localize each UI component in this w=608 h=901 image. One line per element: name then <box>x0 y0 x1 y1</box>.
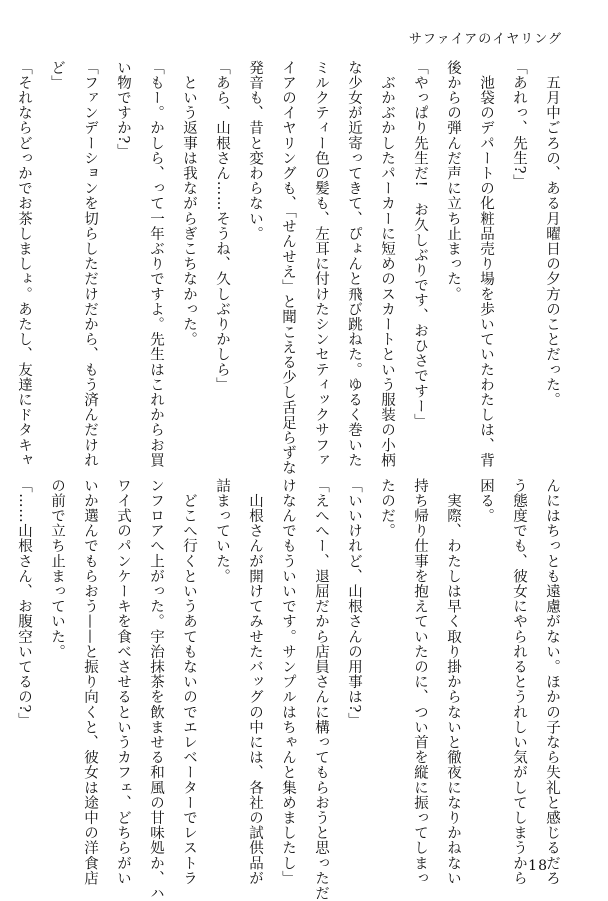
text-line: の前で立ち止まっていた。 <box>49 478 65 660</box>
text-line: な少女が近寄ってきて、ぴょんと飛び跳ねた。ゆるく巻いた <box>346 60 362 468</box>
text-line: 「もー。かしら、って一年ぶりですよ。先生はこれからお買 <box>148 60 164 468</box>
text-line: ンフロアへ上がった。宇治抹茶を飲ませる和風の甘味処か、ハ <box>148 478 164 901</box>
text-line: 「あら、山根さん……そうね、久しぶりかしら」 <box>214 60 230 393</box>
text-line: ど」 <box>49 60 65 91</box>
running-header: サファイアのイヤリング <box>408 32 562 47</box>
text-line: 発音も、昔と変わらない。 <box>247 60 263 242</box>
upper-text-block <box>0 60 568 476</box>
text-line: 後からの弾んだ声に立ち止まった。 <box>445 60 461 302</box>
text-line: イアのイヤリングも、「せんせえ」と聞こえる少し舌足らずな <box>280 60 296 476</box>
text-line: 「えへへー、退屈だから店員さんに構ってもらおうと思っただ <box>313 478 329 901</box>
text-line: どこへ行くというあてもないのでエレベーターでレストラ <box>181 478 197 886</box>
text-line: けなんでもういいです。サンプルはちゃんと集めましたし」 <box>280 478 296 886</box>
text-line: 「やっぱり先生だ! お久しぶりです、おひさですー」 <box>412 60 428 429</box>
text-line: 池袋のデパートの化粧品売り場を歩いていたわたしは、背 <box>478 60 494 468</box>
text-line: 「ファンデーションを切らしただけだから、もう済んだけれ <box>82 60 98 468</box>
text-line: 「あれっ、先生?」 <box>511 60 527 190</box>
text-line: 困る。 <box>478 478 494 524</box>
text-line: 山根さんが開けてみせたバッグの中には、各社の試供品が <box>247 478 263 886</box>
text-line <box>0 60 7 450</box>
text-line: いか選んでもらおう——と振り向くと、彼女は途中の洋食店 <box>82 478 98 886</box>
text-line: 「いいけれど、山根さんの用事は?」 <box>346 478 362 728</box>
page-number: 18 <box>528 858 548 874</box>
text-line: たのだ。 <box>379 478 395 539</box>
text-line: ワイ式のパンケーキを食べさせるというカフェ、どちらがい <box>115 478 131 886</box>
text-line: ぶかぶかしたパーカーに短めのスカートという服装の小柄 <box>379 60 395 468</box>
text-line: 持ち帰り仕事を抱えていたのに、つい首を縦に振ってしまっ <box>412 478 428 886</box>
text-line: んにはちっとも遠慮がない。ほかの子なら失礼と感じるだろ <box>544 478 560 886</box>
text-line: という返事は我ながらぎこちなかった。 <box>181 60 197 347</box>
text-line <box>0 478 7 866</box>
text-line: ミルクティー色の髪も、左耳に付けたシンセティックサファ <box>313 60 329 468</box>
text-line: う態度でも、彼女にやられるとうれしい気がしてしまうから <box>511 478 527 886</box>
text-line: い物ですか?」 <box>115 60 131 159</box>
lower-text-block <box>0 478 568 901</box>
text-line: 「……山根さん、お腹空いてるの?」 <box>16 478 32 728</box>
text-line: 実際、わたしは早く取り掛からないと徹夜になりかねない <box>445 478 461 886</box>
text-line: 「それならどっかでお茶しましょ。あたし、友達にドタキャ <box>16 60 32 468</box>
text-line: 五月中ごろの、ある月曜日の夕方のことだった。 <box>544 60 560 408</box>
text-line: 詰まっていた。 <box>214 478 230 584</box>
